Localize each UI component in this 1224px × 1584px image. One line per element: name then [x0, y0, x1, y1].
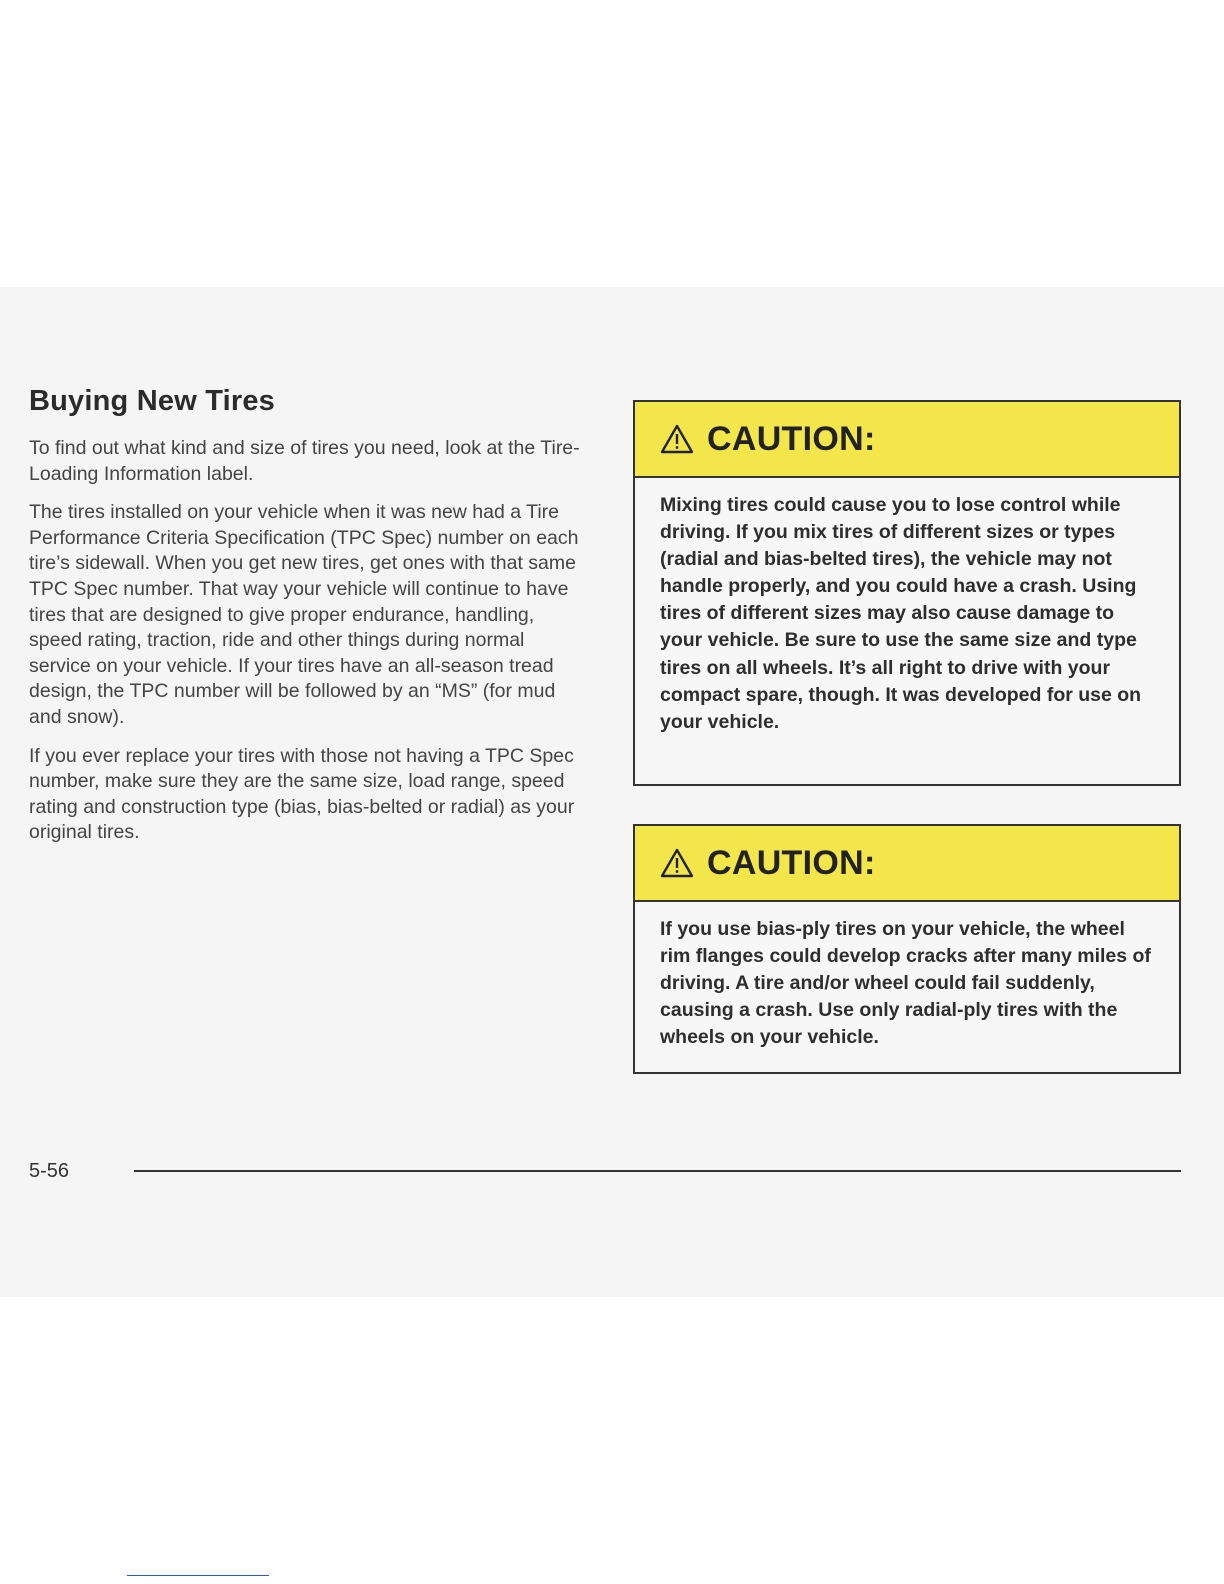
page-number: 5-56 [29, 1160, 70, 1182]
caution-box-mixing-tires [633, 400, 1181, 786]
left-column [29, 385, 589, 859]
link-underline [127, 1575, 269, 1576]
caution-box-bias-ply [633, 824, 1181, 1074]
paragraph-2: The tires installed on your vehicle when it was new had a Tire Performance Criteria Specification (TPC Spec) number on each tire’s sidewall. When you get new tires, get ones with that same TPC Spec number. That way your vehicle will continue to have tires that are designed to give proper endurance, handling, speed rating, traction, ride and other things during normal service on your vehicle. If your tires have an all-season tread design, the TPC number will be followed by an “MS” (for mud and snow). [29, 501, 579, 728]
caution-label: CAUTION: [707, 419, 876, 458]
warning-triangle-icon [659, 423, 695, 455]
caution-label: CAUTION: [707, 843, 876, 882]
footer-divider [134, 1170, 1181, 1172]
warning-triangle-icon [659, 847, 695, 879]
paragraph-3: If you ever replace your tires with those not having a TPC Spec number, make sure they are the same size, load range, speed rating and construction type (bias, bias-belted or radial) as your original tires. [29, 744, 575, 844]
section-title: Buying New Tires [29, 385, 276, 417]
caution-header [635, 402, 1179, 478]
caution-body: If you use bias-ply tires on your vehicle, the wheel rim flanges could develop cracks after many miles of driving. A tire and/or wheel could fail suddenly, causing a crash. Use only radial-ply tires with the wheels on your vehicle. [660, 918, 1151, 1049]
caution-body: Mixing tires could cause you to lose control while driving. If you mix tires of different sizes or types (radial and bias-belted tires), the vehicle may not handle properly, and you could have a crash. Using tires of different sizes may also cause damage to your vehicle. Be sure to use the same size and type tires on all wheels. It’s all right to drive with your compact spare, though. It was developed for use on your vehicle. [660, 494, 1142, 733]
paragraph-1: To find out what kind and size of tires you need, look at the Tire-Loading Information label. [29, 437, 580, 485]
caution-header [635, 826, 1179, 902]
